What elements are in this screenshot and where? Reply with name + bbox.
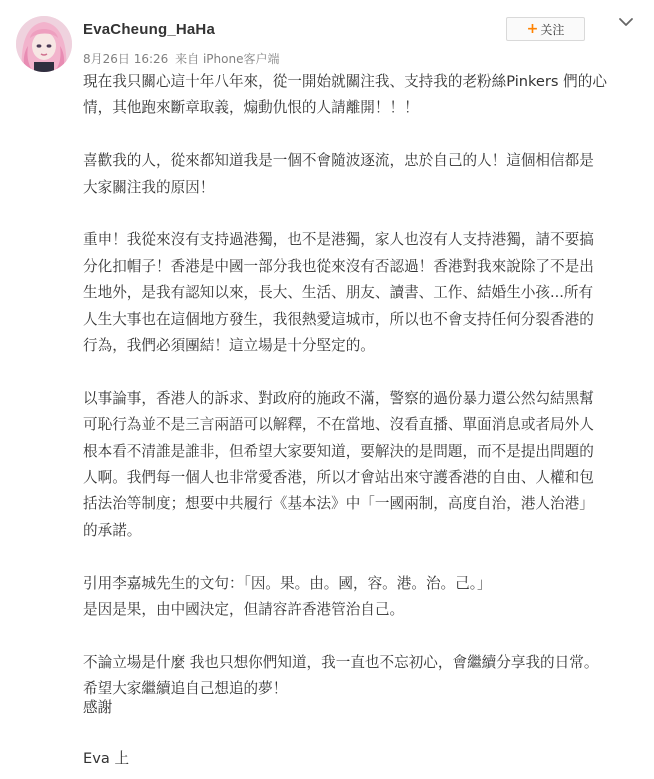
follow-button[interactable] xyxy=(506,17,585,41)
chevron-down-icon[interactable] xyxy=(616,14,636,30)
avatar-image xyxy=(16,16,72,72)
post-meta xyxy=(83,50,282,67)
username[interactable]: EvaCheung_HaHa xyxy=(83,21,216,38)
post-paragraph: 以事論事，香港人的訴求、對政府的施政不滿，警察的過份暴力還公然勾結黑幫 可恥行為並不是三言兩語可以解釋，不在當地、沒看直播、單面消息或者局外人 根本看不清誰是誰非，但希望大家要知道，要解決的是問題，而不是提出問題的 人啊。我們每一個人也非常愛香港，所以才會站出來守護香港的自由、人權和包 括法治等制度；想要中共履行《基本法》中「一國兩制，高度自治，港人治港」 的承諾。 xyxy=(83,389,594,539)
post-paragraph: 不論立場是什麼 我也只想你們知道，我一直也不忘初心，會繼續分享我的日常。 希望大家繼續追自己想追的夢！ xyxy=(83,653,599,698)
post-content xyxy=(83,69,633,703)
post-paragraph: 現在我只關心這十年八年來，從一開始就關注我、支持我的老粉絲Pinkers 們的心 情，其他跑來斷章取義，煽動仇恨的人請離開！！！ xyxy=(83,73,607,117)
avatar[interactable] xyxy=(16,16,72,72)
post-source: 来自 iPhone客户端 xyxy=(175,52,280,66)
post-paragraph: 重申！我從來沒有支持過港獨，也不是港獨，家人也沒有人支持港獨，請不要搞 分化扣帽子！香港是中國一部分我也從來沒有否認過！香港對我來說除了不是出 生地外，是我有認知以來，長大、生活、朋友、讀書、工作、結婚生小孩...所有 人生大事也在這個地方發生，我很熱愛這城市，所以也不會支持任何分裂香港的 行為，我們必須團結！這立場是十分堅定的。 xyxy=(83,231,594,355)
post-paragraph: 引用李嘉城先生的文句：「因。果。由。國，容。港。治。己。」 是因是果，由中國決定，但請容許香港管治自己。 xyxy=(83,574,492,619)
signature: Eva 上 xyxy=(83,750,130,767)
post-date[interactable]: 8月26日 16:26 xyxy=(83,52,169,66)
plus-icon: + xyxy=(526,21,539,37)
follow-label: 关注 xyxy=(540,22,565,37)
closing-thanks: 感謝 xyxy=(83,699,113,716)
post-paragraph: 喜歡我的人，從來都知道我是一個不會隨波逐流，忠於自己的人！這個相信都是 大家關注我的原因！ xyxy=(83,152,594,196)
